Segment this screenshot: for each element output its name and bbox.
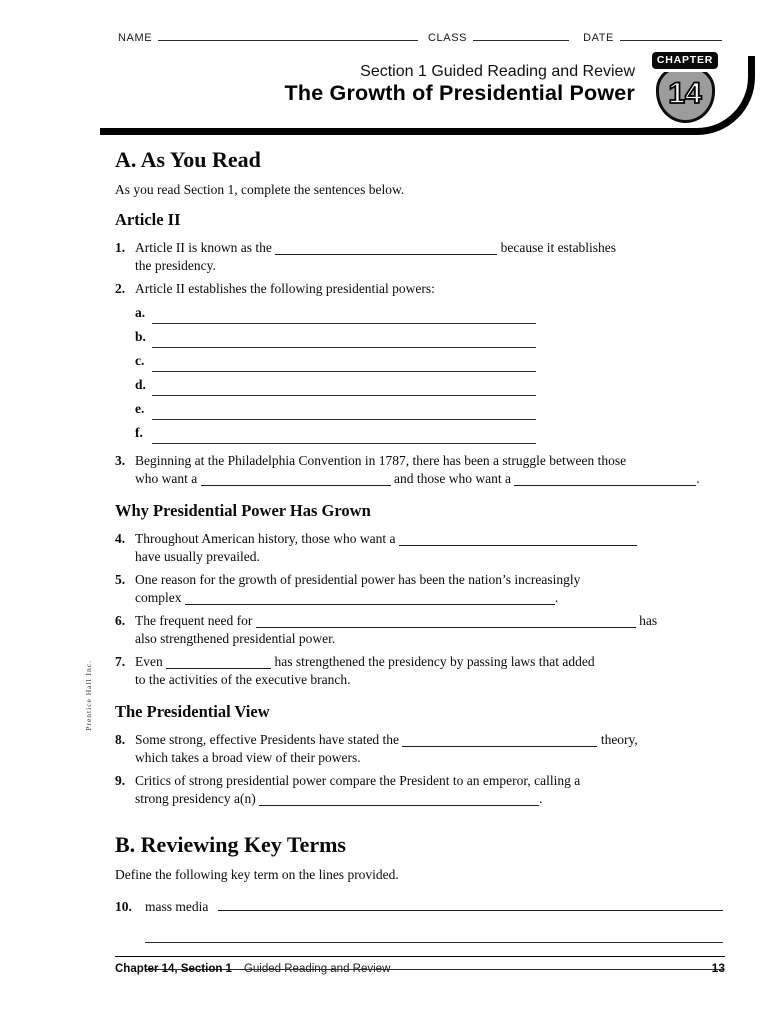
question-text: The frequent need for xyxy=(135,613,253,628)
question-4 xyxy=(115,530,723,566)
chapter-label: CHAPTER xyxy=(652,52,718,69)
letter-row-e xyxy=(135,397,723,421)
question-text: to the activities of the executive branch. xyxy=(135,672,351,687)
question-text: which takes a broad view of their powers. xyxy=(135,750,361,765)
key-term-label: mass media xyxy=(145,899,209,914)
answer-blank[interactable] xyxy=(259,794,539,806)
question-text: who want a xyxy=(135,471,198,486)
question-2 xyxy=(115,280,723,447)
question-text: complex xyxy=(135,590,182,605)
question-text: One reason for the growth of presidential power has been the nation’s increasingly xyxy=(135,572,581,587)
question-text: also strengthened presidential power. xyxy=(135,631,336,646)
question-text: have usually prevailed. xyxy=(135,549,260,564)
question-8 xyxy=(115,731,723,767)
question-text: Even xyxy=(135,654,163,669)
subheading-article-ii: Article II xyxy=(115,210,181,229)
letter-label: d. xyxy=(135,377,146,392)
question-number: 5. xyxy=(115,572,126,587)
question-number: 1. xyxy=(115,240,126,255)
question-number: 2. xyxy=(115,281,126,296)
question-1 xyxy=(115,239,723,275)
copyright-vertical-text: Prentice Hall Inc. xyxy=(84,660,93,731)
letter-label: a. xyxy=(135,305,146,320)
question-text: . xyxy=(539,791,543,806)
question-number: 9. xyxy=(115,773,126,788)
chapter-shield-icon xyxy=(656,65,715,123)
letter-label: f. xyxy=(135,425,143,440)
letter-row-f xyxy=(135,421,723,445)
chapter-badge xyxy=(651,50,719,123)
question-number: 10. xyxy=(115,899,132,914)
footer-page-number: 13 xyxy=(711,961,725,975)
answer-blank[interactable] xyxy=(201,474,391,486)
question-9 xyxy=(115,772,723,808)
answer-blank[interactable] xyxy=(152,371,536,372)
worksheet-body xyxy=(115,147,723,975)
answer-blank[interactable] xyxy=(275,243,497,255)
answer-blank[interactable] xyxy=(166,657,271,669)
question-6 xyxy=(115,612,723,648)
answer-blank[interactable] xyxy=(399,534,637,546)
letter-row-b xyxy=(135,325,723,349)
question-text: . xyxy=(554,590,559,605)
date-label: DATE xyxy=(583,32,614,44)
answer-blank[interactable] xyxy=(152,443,536,444)
subheading-presidential-view: The Presidential View xyxy=(115,702,270,721)
question-7 xyxy=(115,653,723,689)
date-blank-line[interactable] xyxy=(620,30,722,41)
answer-blank[interactable] xyxy=(185,593,555,605)
class-blank-line[interactable] xyxy=(473,30,569,41)
question-text: Beginning at the Philadelphia Convention in 1787, there has been a struggle between those xyxy=(135,453,627,468)
subheading-power-grown: Why Presidential Power Has Grown xyxy=(115,501,371,520)
question-text: has strengthened the presidency by passing laws that added xyxy=(274,654,595,669)
question-text: theory, xyxy=(600,732,638,747)
letter-label: c. xyxy=(135,353,145,368)
page-footer xyxy=(115,956,725,975)
question-text: Article II is known as the xyxy=(135,240,272,255)
section-a-intro: As you read Section 1, complete the sentences below. xyxy=(115,182,405,197)
section-subtitle: Section 1 Guided Reading and Review xyxy=(360,63,635,80)
answer-blank[interactable] xyxy=(402,735,597,747)
footer-chapter-label: Chapter 14, Section 1 xyxy=(115,963,232,975)
answer-blank[interactable] xyxy=(514,474,696,486)
letter-label: e. xyxy=(135,401,145,416)
question-number: 3. xyxy=(115,453,126,468)
section-a-heading: A. As You Read xyxy=(115,147,261,172)
question-text: strong presidency a(n) xyxy=(135,791,256,806)
answer-blank[interactable] xyxy=(145,916,723,943)
answer-blank[interactable] xyxy=(152,419,536,420)
name-label: NAME xyxy=(118,32,153,44)
answer-blank[interactable] xyxy=(218,899,723,911)
question-5 xyxy=(115,571,723,607)
question-text: Critics of strong presidential power compare the President to an emperor, calling a xyxy=(135,773,581,788)
name-class-date-strip xyxy=(118,30,722,44)
question-text: and those who want a xyxy=(393,471,511,486)
letter-row-d xyxy=(135,373,723,397)
question-text: Some strong, effective Presidents have stated the xyxy=(135,732,400,747)
question-text: has xyxy=(639,613,658,628)
class-label: CLASS xyxy=(428,32,468,44)
letter-row-c xyxy=(135,349,723,373)
answer-blank[interactable] xyxy=(152,395,536,396)
letter-row-a xyxy=(135,301,723,325)
question-text: . xyxy=(696,471,700,486)
lettered-blank-list xyxy=(135,301,723,445)
question-number: 6. xyxy=(115,613,126,628)
answer-blank[interactable] xyxy=(152,323,536,324)
question-text: Article II establishes the following presidential powers: xyxy=(135,281,435,296)
masthead-titles xyxy=(285,62,635,105)
chapter-number: 14 xyxy=(668,77,702,110)
section-b-heading: B. Reviewing Key Terms xyxy=(115,832,346,857)
letter-label: b. xyxy=(135,329,146,344)
page-title: The Growth of Presidential Power xyxy=(284,81,635,105)
question-text: because it establishes xyxy=(500,240,617,255)
name-blank-line[interactable] xyxy=(158,30,418,41)
question-3 xyxy=(115,452,723,488)
question-number: 8. xyxy=(115,732,126,747)
answer-blank[interactable] xyxy=(256,616,636,628)
answer-blank[interactable] xyxy=(152,347,536,348)
question-number: 4. xyxy=(115,531,126,546)
question-text: the presidency. xyxy=(135,258,216,273)
footer-subtitle: Guided Reading and Review xyxy=(243,963,391,975)
section-b-intro: Define the following key term on the lines provided. xyxy=(115,867,399,882)
question-text: Throughout American history, those who want a xyxy=(135,531,396,546)
question-number: 7. xyxy=(115,654,126,669)
